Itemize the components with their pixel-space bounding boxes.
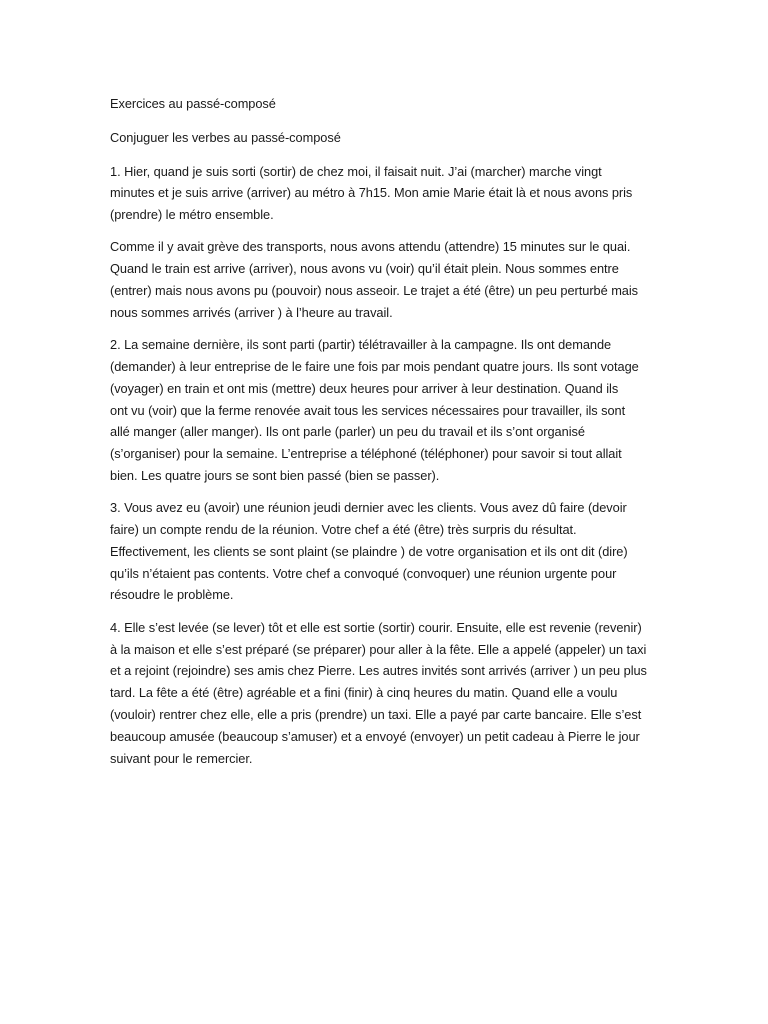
text-line: 4. Elle s’est levée (se lever) tôt et elle est sortie (sortir) courir. Ensuite, elle est revenie (revenir) (110, 619, 642, 635)
text-line: Comme il y avait grève des transports, nous avons attendu (attendre) 15 minutes sur le quai. (110, 239, 631, 255)
text-line: suivant pour le remercier. (110, 750, 253, 766)
document-page (110, 93, 668, 780)
paragraph-4 (110, 497, 668, 606)
text-line: (voyager) en train et ont mis (mettre) deux heures pour arriver à leur destination. Quand ils (110, 380, 619, 396)
text-line: Quand le train est arrive (arriver), nous avons vu (voir) qu’il était plein. Nous sommes entre (110, 261, 619, 277)
text-line: minutes et je suis arrive (arriver) au métro à 7h15. Mon amie Marie était là et nous avons pris (110, 185, 633, 201)
text-line: (demander) à leur entreprise de le faire une fois par mois pendant quatre jours. Ils sont votage (110, 358, 639, 374)
paragraph-3 (110, 334, 668, 487)
document-instruction: Conjuguer les verbes au passé-composé (110, 129, 341, 145)
text-line: (entrer) mais nous avons pu (pouvoir) nous asseoir. Le trajet a été (être) un peu perturbé mais (110, 283, 639, 299)
text-line: ont vu (voir) que la ferme renovée avait tous les services nécessaires pour travailler, ils sont (110, 402, 626, 418)
text-line: faire) un compte rendu de la réunion. Votre chef a été (être) très surpris du résultat. (110, 522, 577, 538)
text-line: (s’organiser) pour la semaine. L’entreprise a téléphoné (téléphoner) pour savoir si tout allait (110, 446, 622, 462)
paragraph-5 (110, 617, 668, 770)
text-line: allé manger (aller manger). Ils ont parle (parler) un peu du travail et ils s’ont organisé (110, 424, 585, 440)
text-line: nous sommes arrivés (arriver ) à l’heure au travail. (110, 304, 393, 320)
text-line: beaucoup amusée (beaucoup s’amuser) et a envoyé (envoyer) un petit cadeau à Pierre le jour (110, 728, 640, 744)
text-line: 3. Vous avez eu (avoir) une réunion jeudi dernier avec les clients. Vous avez dû faire (devoir (110, 500, 627, 516)
text-line: Effectivement, les clients se sont plaint (se plaindre ) de votre organisation et ils ont dit (dire) (110, 543, 628, 559)
text-line: qu’ils n’étaient pas contents. Votre chef a convoqué (convoquer) une réunion urgente pour (110, 565, 617, 581)
document-title: Exercices au passé-composé (110, 96, 276, 111)
text-line: et a rejoint (rejoindre) ses amis chez Pierre. Les autres invités sont arrivés (arriver ) un peu plus (110, 663, 647, 679)
text-line: tard. La fête a été (être) agréable et a fini (finir) à cinq heures du matin. Quand elle a voulu (110, 685, 618, 701)
text-line: bien. Les quatre jours se sont bien passé (bien se passer). (110, 467, 440, 483)
text-line: à la maison et elle s’est préparé (se préparer) pour aller à la fête. Elle a appelé (appeler) un taxi (110, 641, 647, 657)
paragraph-2 (110, 236, 668, 323)
text-line: résoudre le problème. (110, 587, 234, 603)
text-line: (prendre) le métro ensemble. (110, 207, 274, 223)
text-line: 2. La semaine dernière, ils sont parti (partir) télétravailler à la campagne. Ils ont demande (110, 337, 612, 353)
paragraph-1 (110, 161, 668, 226)
text-line: (vouloir) rentrer chez elle, elle a pris (prendre) un taxi. Elle a payé par carte bancaire. Elle s’est (110, 706, 642, 722)
text-line: 1. Hier, quand je suis sorti (sortir) de chez moi, il faisait nuit. J’ai (marcher) marche vingt (110, 163, 602, 179)
